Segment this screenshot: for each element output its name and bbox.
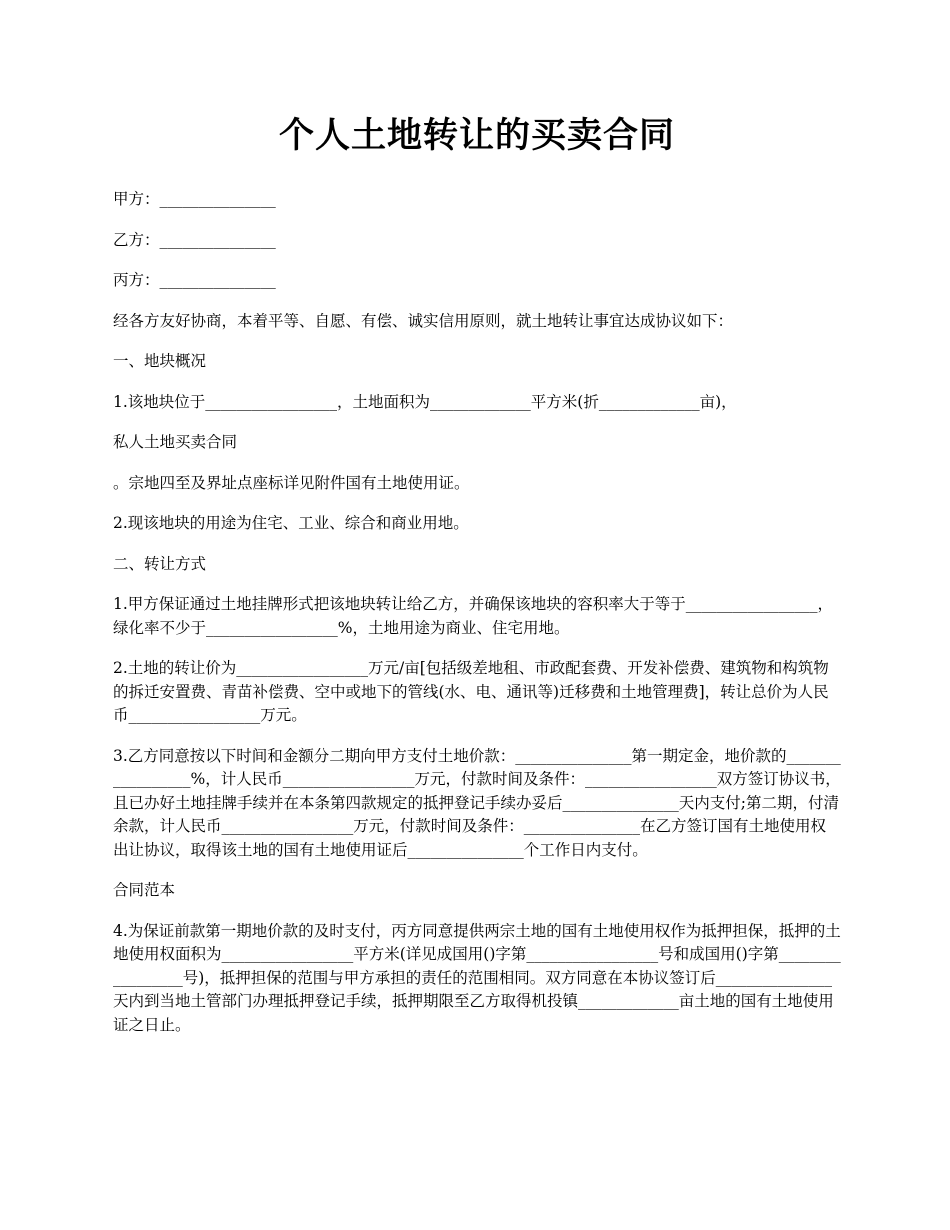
- party-a-line: 甲方：_______________: [113, 190, 276, 208]
- party-b-line: 乙方：_______________: [113, 230, 276, 249]
- preamble-paragraph: 经各方友好协商，本着平等、自愿、有偿、诚实信用原则，就土地转让事宜达成协议如下：: [113, 311, 734, 330]
- clause-mortgage-guarantee: 4.为保证前款第一期地价款的及时支付，丙方同意提供两宗土地的国有土地使用权作为抵押担保，抵押的土地使用权面积为_________________平方米(详见成国用()字第_________________号和成国用()字第_________________号)，抵押担保的范围与甲方承担的责任的范围相同。双方同意在本协议签订后_______________天内到当地土管部门办理抵押登记手续，抵押期限至乙方取得机投镇_____________亩土地的国有土地使用证之日止。: [113, 921, 841, 1034]
- section-heading-transfer-method: 二、转让方式: [113, 554, 207, 573]
- clause-transfer-price: 2.土地的转让价为_________________万元/亩[包括级差地租、市政配套费、开发补偿费、建筑物和构筑物的拆迁安置费、青苗补偿费、空中或地下的管线(水、电、通讯等)迁移费和土地管理费]，转让总价为人民币_________________万元。: [113, 659, 829, 724]
- party-c-line: 丙方：_______________: [113, 271, 276, 289]
- inserted-caption-template: 合同范本: [113, 881, 176, 899]
- clause-transfer-guarantee: 1.甲方保证通过土地挂牌形式把该地块转让给乙方，并确保该地块的容积率大于等于_________________，绿化率不少于_________________%，土地用途为商业、住宅用地。: [113, 595, 834, 637]
- section-heading-plot-overview: 一、地块概况: [113, 352, 207, 370]
- document-title: 个人土地转让的买卖合同: [278, 115, 675, 156]
- inserted-caption: 私人土地买卖合同: [113, 433, 238, 451]
- clause-payment-schedule: 3.乙方同意按以下时间和金额分二期向甲方支付土地价款：_______________第一期定金，地价款的_________________%，计人民币_________________万元，付款时间及条件：_________________双方签订协议书，且已办好土地挂牌手续并在本条第四款规定的抵押登记手续办妥后_______________天内支付;第二期，付清余款，计人民币_________________万元，付款时间及条件：_______________在乙方签订国有土地使用权出让协议，取得该土地的国有土地使用证后_______________个工作日内支付。: [113, 746, 841, 859]
- clause-boundary-note: 。宗地四至及界址点座标详见附件国有土地使用证。: [113, 473, 470, 492]
- clause-land-use: 2.现该地块的用途为住宅、工业、综合和商业用地。: [113, 514, 469, 532]
- document-page: [113, 110, 841, 1054]
- clause-plot-location: 1.该地块位于_________________，土地面积为_____________平方米(折_____________亩)，: [113, 392, 737, 411]
